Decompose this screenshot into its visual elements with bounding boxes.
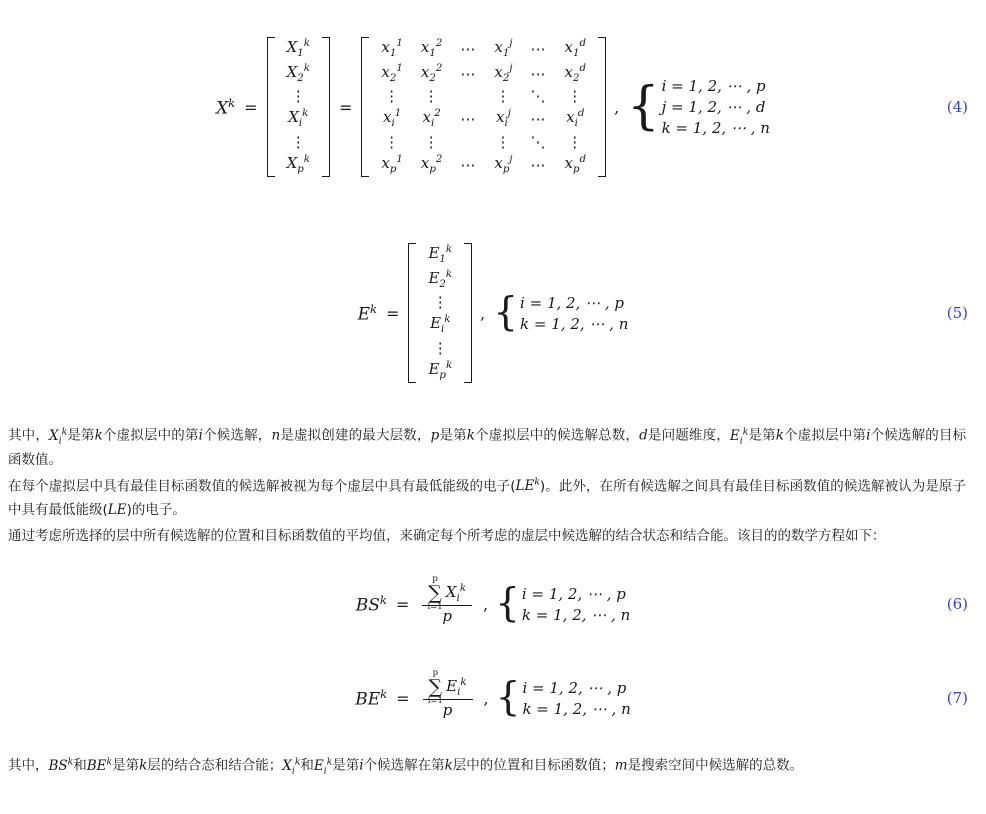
text-run: 是第 <box>67 427 95 444</box>
matrix-cell: $x_2^2$ <box>420 62 443 84</box>
matrix-cell-dots: ⋯ <box>530 39 547 58</box>
eq4-condition-lines <box>662 77 770 137</box>
text-run: 是问题维度， <box>647 427 730 444</box>
eq7-lhs-sup: k <box>380 686 388 701</box>
eq6-lhs-sup: k <box>379 592 387 607</box>
equation-number-7: (7) <box>946 689 968 708</box>
eq6-comma: , <box>483 594 489 614</box>
paragraph-binding-definitions <box>8 754 966 779</box>
equation-7 <box>0 666 986 730</box>
math-inline: k <box>94 427 103 444</box>
bracket-left-icon <box>408 243 416 384</box>
matrix-cell: $x_i^d$ <box>566 108 585 129</box>
table-row <box>372 107 595 132</box>
text-run: 是搜索空间中候选解的总数。 <box>627 757 804 774</box>
eq5-equals: = <box>386 303 400 323</box>
sum-upper-limit: p <box>432 667 439 678</box>
text-run: 个候选解， <box>202 427 272 444</box>
text-run: 其中， <box>8 427 49 444</box>
eq5-comma: , <box>480 303 486 323</box>
math-inline: k <box>444 757 453 774</box>
equation-number-4: (4) <box>946 98 968 116</box>
table-row <box>278 62 319 87</box>
equation-6 <box>0 572 986 636</box>
math-inline: p <box>430 427 440 444</box>
matrix-cell-dots: ⋯ <box>530 64 547 83</box>
paragraph-definitions <box>8 424 966 473</box>
matrix-cell-dots: ⋯ <box>460 39 477 58</box>
matrix-cell-dots <box>451 86 485 107</box>
text-run: 是第 <box>439 427 467 444</box>
eq6-denominator: p <box>442 607 452 626</box>
vector-cell: $X_p^k$ <box>286 153 310 175</box>
matrix-cell-dots: ⋯ <box>460 155 477 174</box>
text-run: 和 <box>300 757 314 774</box>
condition-line: k = 1, 2, ⋯ , n <box>520 314 629 333</box>
condition-line: i = 1, 2, ⋯ , p <box>520 293 625 312</box>
brace-icon: { <box>493 290 519 336</box>
eq5-conditions <box>493 290 629 336</box>
matrix-cell-dots: ⋱ <box>530 132 547 151</box>
eq4-comma: , <box>614 97 620 117</box>
condition-line: k = 1, 2, ⋯ , n <box>521 605 631 624</box>
matrix-cell: $x_2^d$ <box>564 62 587 84</box>
matrix-cell: $x_1^2$ <box>420 37 443 59</box>
vector-cell: $E_i^k$ <box>430 314 451 335</box>
vdots-cell: ⋮ <box>290 132 306 151</box>
brace-icon: { <box>495 581 520 627</box>
matrix-cell: $x_2^j$ <box>494 62 513 84</box>
math-inline: i <box>198 427 203 444</box>
math-inline: i <box>359 757 364 774</box>
table-row <box>372 86 595 107</box>
text-run: 个虚拟层中的候选解总数， <box>474 427 640 444</box>
summation-icon: ∑ p i=1 <box>427 667 443 707</box>
eq5-condition-lines <box>520 294 628 333</box>
eq6-condition-lines <box>522 585 630 624</box>
eq5-lhs-sup: k <box>370 301 378 316</box>
equation-number-5: (5) <box>946 304 968 322</box>
paragraph-lowest-energy <box>8 475 966 523</box>
math-inline: $LE^k$ <box>515 476 540 495</box>
matrix-cell: $x_p^1$ <box>381 153 403 175</box>
text-run: 是第 <box>748 427 776 444</box>
matrix-cell: $x_1^1$ <box>381 37 403 59</box>
eq6-equals: = <box>395 594 410 614</box>
condition-line: i = 1, 2, ⋯ , p <box>522 678 627 697</box>
table-row <box>278 132 319 153</box>
eq7-comma: , <box>483 688 489 708</box>
vector-cell: $E_2^k$ <box>428 268 453 290</box>
condition-line: i = 1, 2, ⋯ , p <box>521 584 626 603</box>
condition-line: j = 1, 2, ⋯ , d <box>661 98 766 116</box>
document-page <box>0 14 986 814</box>
text-run: 和 <box>73 757 87 774</box>
math-inline: k <box>775 427 784 444</box>
matrix-cell-dots: ⋮ <box>384 87 401 106</box>
table-row <box>419 313 461 338</box>
matrix-cell-dots: ⋯ <box>460 64 477 83</box>
table-row <box>419 338 461 359</box>
eq6-fraction <box>422 573 472 626</box>
vector-cell: $E_1^k$ <box>428 243 453 265</box>
math-inline: $X_i^k$ <box>49 426 68 447</box>
equation-4 <box>0 14 986 200</box>
table-row <box>372 37 595 62</box>
vector-cell: $X_1^k$ <box>286 37 310 59</box>
table-row <box>278 107 319 132</box>
condition-line: k = 1, 2, ⋯ , n <box>522 699 631 718</box>
matrix-cell-dots: ⋯ <box>530 155 547 174</box>
eq6-conditions <box>495 581 631 627</box>
matrix-cell-dots: ⋮ <box>423 87 440 106</box>
eq6-numerator: ∑ p i=1 $X_i^k$ <box>422 583 472 606</box>
table-row <box>372 132 595 153</box>
math-inline: k <box>139 757 148 774</box>
bracket-left-icon <box>267 37 275 178</box>
text-run: 个候选解的目标函数值。 <box>8 427 967 469</box>
math-inline: n <box>271 427 281 444</box>
vdots-cell: ⋮ <box>432 338 448 357</box>
text-run: 是第 <box>112 757 140 774</box>
equation-5 <box>0 228 986 398</box>
matrix-cell: $x_p^j$ <box>494 153 513 175</box>
table-row <box>278 37 319 62</box>
matrix-cell-dots: ⋮ <box>423 132 440 151</box>
table-row <box>419 268 461 293</box>
eq5-vector-table <box>419 243 461 384</box>
matrix-cell: $x_1^d$ <box>564 37 587 59</box>
matrix-cell: $x_2^1$ <box>381 62 403 84</box>
vector-cell: $X_i^k$ <box>288 108 309 129</box>
math-inline: i <box>866 427 871 444</box>
matrix-cell-dots: ⋯ <box>530 110 547 128</box>
eq4-lhs-sup: k <box>228 95 236 110</box>
text-run: 是虚拟创建的最大层数， <box>280 427 431 444</box>
eq5-lhs: $E^k$ <box>357 301 378 325</box>
matrix-cell-dots: ⋮ <box>567 132 584 151</box>
text-run: )。此外，在所有候选解之间具有最佳目标函数值的候选解被认为是原子中具有最低能级( <box>8 478 966 519</box>
eq7-conditions <box>495 675 631 721</box>
eq7-equals: = <box>396 688 410 708</box>
eq7-lhs: $BE^k$ <box>355 686 388 710</box>
matrix-cell: $x_i^1$ <box>383 108 402 129</box>
bracket-left-icon <box>361 37 369 178</box>
sum-upper-limit: p <box>432 573 438 584</box>
condition-line: k = 1, 2, ⋯ , n <box>661 119 770 137</box>
vector-cell: $E_p^k$ <box>428 359 453 381</box>
math-inline: k <box>466 427 475 444</box>
vdots-cell: ⋮ <box>432 293 448 312</box>
text-run: 是第 <box>332 757 360 774</box>
eq4-matrix <box>361 37 606 178</box>
math-inline: $X_i^k$ <box>282 756 301 777</box>
matrix-cell: $x_p^2$ <box>420 153 443 175</box>
eq4-lhs: $X^k$ <box>216 95 236 119</box>
eq5-column-vector <box>408 243 472 384</box>
text-run: 层的结合态和结合能； <box>147 757 283 774</box>
math-inline: LE <box>107 502 127 519</box>
text-run: 其中， <box>8 757 49 774</box>
brace-icon: { <box>627 76 660 136</box>
matrix-cell: $x_1^j$ <box>494 37 513 59</box>
eq6-lhs: $BS^k$ <box>355 592 387 616</box>
vector-cell: $X_2^k$ <box>286 62 310 84</box>
bracket-right-icon <box>598 37 606 178</box>
matrix-cell-dots: ⋮ <box>384 132 401 151</box>
matrix-cell-dots: ⋮ <box>495 132 512 151</box>
paragraph-binding-intro: 通过考虑所选择的层中所有候选解的位置和目标函数值的平均值，来确定每个所考虑的虚层中候选解的结合状态和结合能。该目的的数学方程如下： <box>8 527 886 544</box>
text-run: 个虚拟层中的第 <box>102 427 199 444</box>
table-row <box>278 153 319 178</box>
matrix-cell: $x_i^j$ <box>495 108 511 129</box>
eq4-equals-2: = <box>338 97 353 117</box>
text-run: )的电子。 <box>126 502 186 519</box>
eq7-denominator: p <box>442 701 453 720</box>
brace-icon: { <box>495 675 521 721</box>
vdots-cell: ⋮ <box>290 87 306 106</box>
math-inline: m <box>614 757 628 774</box>
eq4-conditions <box>627 77 770 137</box>
condition-line: i = 1, 2, ⋯ , p <box>661 77 766 95</box>
text-run: 个候选解在第 <box>363 757 445 774</box>
text-run: 在每个虚拟层中具有最佳目标函数值的候选解被视为每个虚层中具有最低能级的电子( <box>8 478 516 495</box>
table-row <box>372 62 595 87</box>
matrix-cell: $x_i^2$ <box>422 108 441 129</box>
matrix-cell: $x_p^d$ <box>564 153 587 175</box>
matrix-cell-dots: ⋯ <box>460 110 477 128</box>
equation-number-6: (6) <box>946 595 968 614</box>
math-inline: $E_i^k$ <box>313 756 333 777</box>
math-inline: d <box>639 427 648 444</box>
eq4-matrix-table <box>372 37 595 178</box>
sum-lower-limit: i=1 <box>427 696 443 707</box>
matrix-cell-dots <box>451 132 485 153</box>
table-row <box>419 359 461 384</box>
matrix-cell-dots: ⋱ <box>530 87 547 106</box>
eq7-condition-lines <box>522 679 630 718</box>
eq4-vector-table <box>278 37 319 178</box>
table-row <box>372 153 595 178</box>
eq7-numerator: ∑ p i=1 $E_i^k$ <box>423 677 473 700</box>
math-inline: $BS^k$ <box>48 756 74 774</box>
text-run: 层中的位置和目标函数值； <box>452 757 615 774</box>
matrix-cell-dots: ⋮ <box>495 87 512 106</box>
math-inline: $BE^k$ <box>86 756 113 774</box>
table-row <box>419 292 461 313</box>
table-row <box>419 243 461 268</box>
summation-icon: ∑ p i=1 <box>427 573 443 613</box>
bracket-right-icon <box>464 243 472 384</box>
eq4-column-vector <box>267 37 330 178</box>
matrix-cell-dots: ⋮ <box>567 87 584 106</box>
math-inline: $E_i^k$ <box>729 426 749 447</box>
sum-lower-limit: i=1 <box>427 602 443 613</box>
eq7-fraction <box>423 667 473 720</box>
eq4-equals-1: = <box>244 97 258 117</box>
text-run: 个虚拟层中第 <box>783 427 867 444</box>
table-row <box>278 86 319 107</box>
bracket-right-icon <box>322 37 330 178</box>
